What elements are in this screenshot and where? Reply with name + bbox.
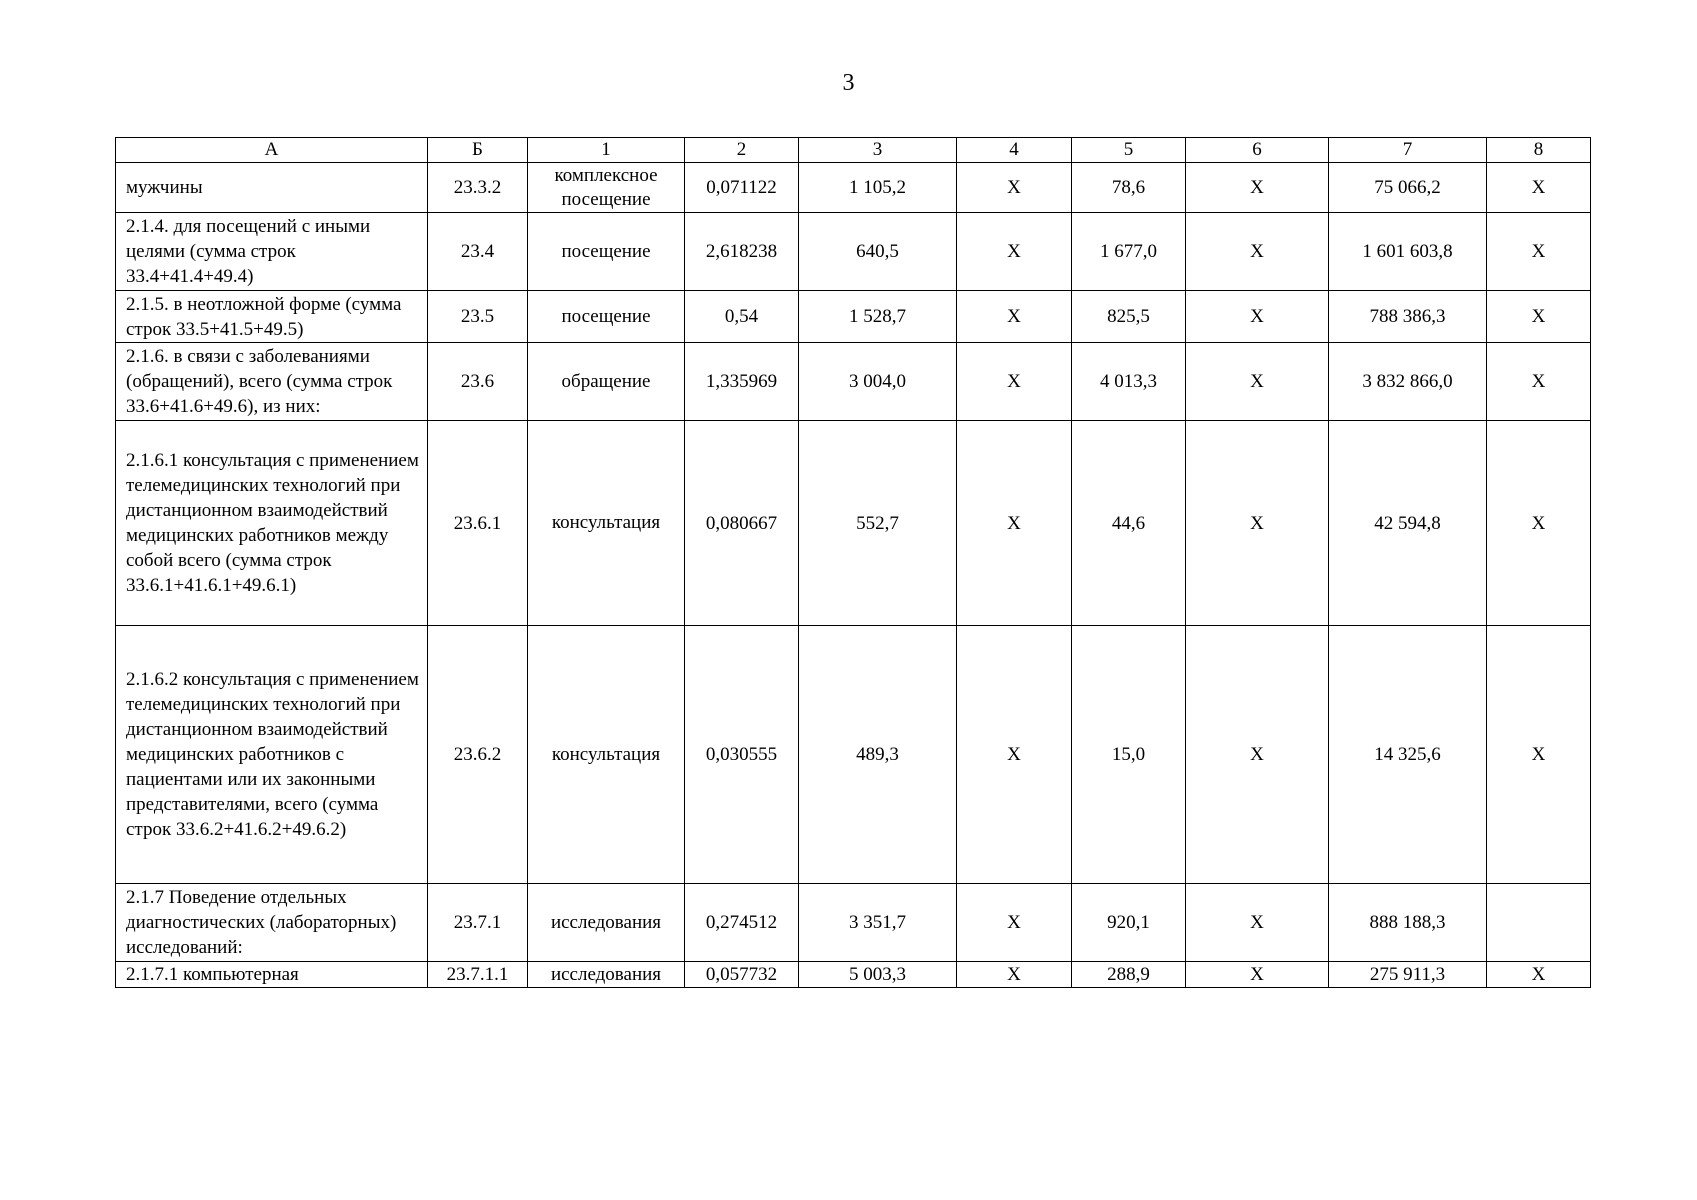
row-name-cell: 2.1.6.2 консультация с применением телемедицинских технологий при дистанционном взаимодействий медицинских работников с пациентами или их законными представителями, всего (сумма строк 33.6.2+41.6.2+49.6.2) [116,626,428,884]
row-name-cell: 2.1.6. в связи с заболеваниями (обращений), всего (сумма строк 33.6+41.6+49.6), из них: [116,343,428,421]
row-unit-cell: консультация [528,421,685,626]
row-name-cell: мужчины [116,163,428,213]
table-row [116,163,1591,213]
row-col5-cell: 1 677,0 [1072,213,1186,291]
row-col8-cell: Х [1487,163,1591,213]
table-row [116,291,1591,343]
row-col5-cell: 15,0 [1072,626,1186,884]
header-cell-3: 3 [799,138,957,163]
row-col6-cell: Х [1186,884,1329,962]
row-col3-cell: 3 004,0 [799,343,957,421]
row-col7-cell: 42 594,8 [1329,421,1487,626]
row-col4-cell: Х [957,626,1072,884]
row-unit-cell: исследования [528,884,685,962]
row-col7-cell: 1 601 603,8 [1329,213,1487,291]
row-col6-cell: Х [1186,291,1329,343]
row-col2-cell: 0,030555 [685,626,799,884]
table-row [116,343,1591,421]
row-code-cell: 23.6.2 [428,626,528,884]
row-unit-cell: посещение [528,213,685,291]
row-col2-cell: 0,080667 [685,421,799,626]
row-col5-cell: 78,6 [1072,163,1186,213]
row-col5-cell: 288,9 [1072,962,1186,988]
row-code-cell: 23.7.1.1 [428,962,528,988]
row-col6-cell: Х [1186,213,1329,291]
row-col5-cell: 825,5 [1072,291,1186,343]
row-col4-cell: Х [957,213,1072,291]
row-col8-cell: Х [1487,213,1591,291]
table-row [116,421,1591,626]
row-col7-cell: 275 911,3 [1329,962,1487,988]
table-header-row [116,138,1591,163]
row-col7-cell: 14 325,6 [1329,626,1487,884]
row-col8-cell: Х [1487,626,1591,884]
row-code-cell: 23.5 [428,291,528,343]
row-col8-cell: Х [1487,291,1591,343]
row-code-cell: 23.4 [428,213,528,291]
row-col2-cell: 0,057732 [685,962,799,988]
row-col5-cell: 44,6 [1072,421,1186,626]
row-col5-cell: 920,1 [1072,884,1186,962]
row-col4-cell: Х [957,884,1072,962]
row-col2-cell: 1,335969 [685,343,799,421]
row-col4-cell: Х [957,291,1072,343]
row-col3-cell: 5 003,3 [799,962,957,988]
row-col4-cell: Х [957,163,1072,213]
header-cell-8: 8 [1487,138,1591,163]
row-col6-cell: Х [1186,421,1329,626]
row-code-cell: 23.7.1 [428,884,528,962]
row-name-cell: 2.1.7.1 компьютерная [116,962,428,988]
row-col8-cell: Х [1487,343,1591,421]
row-col4-cell: Х [957,962,1072,988]
row-unit-cell: посещение [528,291,685,343]
row-col3-cell: 552,7 [799,421,957,626]
row-col6-cell: Х [1186,163,1329,213]
row-code-cell: 23.6 [428,343,528,421]
row-col3-cell: 489,3 [799,626,957,884]
row-code-cell: 23.3.2 [428,163,528,213]
row-code-cell: 23.6.1 [428,421,528,626]
header-cell-a: А [116,138,428,163]
header-cell-4: 4 [957,138,1072,163]
table-row [116,884,1591,962]
row-unit-cell: комплексное посещение [528,163,685,213]
row-col2-cell: 0,54 [685,291,799,343]
row-col4-cell: Х [957,421,1072,626]
row-col4-cell: Х [957,343,1072,421]
header-cell-2: 2 [685,138,799,163]
row-col6-cell: Х [1186,962,1329,988]
table-row [116,962,1591,988]
row-col2-cell: 0,071122 [685,163,799,213]
row-unit-cell: исследования [528,962,685,988]
row-col8-cell: Х [1487,962,1591,988]
row-col7-cell: 3 832 866,0 [1329,343,1487,421]
row-col5-cell: 4 013,3 [1072,343,1186,421]
row-name-cell: 2.1.7 Поведение отдельных диагностических (лабораторных) исследований: [116,884,428,962]
table-row [116,213,1591,291]
row-col3-cell: 1 528,7 [799,291,957,343]
row-col8-cell [1487,884,1591,962]
row-col6-cell: Х [1186,343,1329,421]
row-name-cell: 2.1.4. для посещений с иными целями (сумма строк 33.4+41.4+49.4) [116,213,428,291]
page-number: 3 [842,70,855,96]
row-col2-cell: 2,618238 [685,213,799,291]
row-col7-cell: 788 386,3 [1329,291,1487,343]
row-unit-cell: обращение [528,343,685,421]
header-cell-1: 1 [528,138,685,163]
row-unit-cell: консультация [528,626,685,884]
row-col3-cell: 3 351,7 [799,884,957,962]
data-table [115,137,1591,988]
row-col3-cell: 640,5 [799,213,957,291]
row-name-cell: 2.1.6.1 консультация с применением телемедицинских технологий при дистанционном взаимодействий медицинских работников между собой всего (сумма строк 33.6.1+41.6.1+49.6.1) [116,421,428,626]
header-cell-7: 7 [1329,138,1487,163]
row-col7-cell: 888 188,3 [1329,884,1487,962]
row-col8-cell: Х [1487,421,1591,626]
header-cell-b: Б [428,138,528,163]
header-cell-5: 5 [1072,138,1186,163]
row-col7-cell: 75 066,2 [1329,163,1487,213]
row-col6-cell: Х [1186,626,1329,884]
row-col2-cell: 0,274512 [685,884,799,962]
header-cell-6: 6 [1186,138,1329,163]
row-name-cell: 2.1.5. в неотложной форме (сумма строк 33.5+41.5+49.5) [116,291,428,343]
table-row [116,626,1591,884]
row-col3-cell: 1 105,2 [799,163,957,213]
